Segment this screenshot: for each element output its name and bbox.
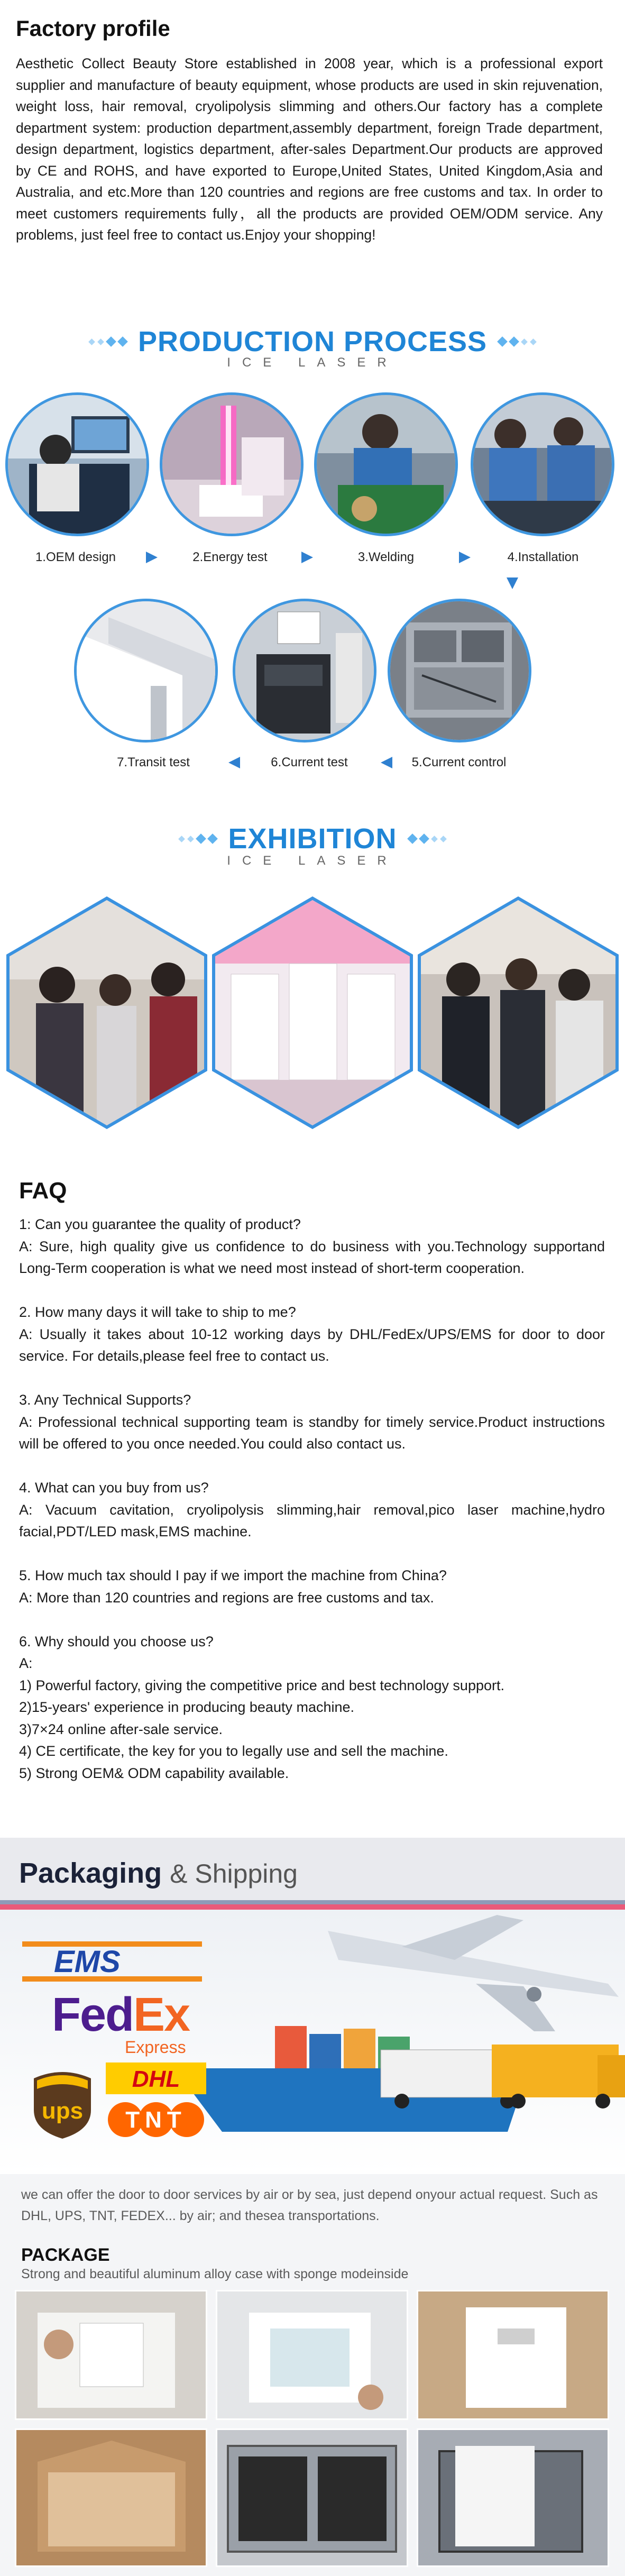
faq-question: 4. What can you buy from us? bbox=[19, 1480, 209, 1496]
step-photo-oem-design bbox=[5, 392, 149, 536]
diamond-ornament-icon bbox=[499, 338, 536, 345]
diamond-ornament-icon bbox=[89, 338, 126, 345]
step-label-6: 6.Current test bbox=[271, 755, 348, 769]
diamond-ornament-icon bbox=[179, 835, 216, 842]
step-label-4: 4.Installation bbox=[507, 550, 579, 564]
faq-question: 1: Can you guarantee the quality of product? bbox=[19, 1216, 301, 1232]
step-photo-current-test bbox=[233, 599, 376, 742]
exhibition-photo-1 bbox=[6, 896, 207, 1129]
step-photo-transit-test bbox=[74, 599, 218, 742]
step-photo-installation bbox=[471, 392, 614, 536]
factory-profile-text: Aesthetic Collect Beauty Store established in 2008 year, which is a professional export supplier and manufacture of beauty equipment, whose products are used in skin rejuvenation, weight loss, hair removal, cryolipolysis slimming and others.Our factory has a complete department system: production department,assembly department, foreign Trade department, design department, logistics department, after-sales Department.Our products are approved by CE and ROHS, and have exported to Europe,United States, United Kingdom,Asia and Australia, and etc.More than 120 countries and regions are free customs and tax. In order to meet customers requirements fully，all the products are provided OEM/ODM service. Any problems, just feel free to contact us.Enjoy your shopping! bbox=[16, 56, 603, 243]
dhl-logo-text: DHL bbox=[132, 2066, 180, 2092]
exhibition-photo-3 bbox=[418, 896, 619, 1129]
factory-profile-title: Factory profile bbox=[16, 16, 170, 41]
packaging-header bbox=[0, 1838, 625, 1900]
faq-section bbox=[0, 1166, 625, 1838]
production-title: PRODUCTION PROCESS bbox=[137, 326, 488, 357]
package-photo-6 bbox=[417, 2428, 609, 2567]
faq-item bbox=[19, 1477, 605, 1543]
faq-question: 6. Why should you choose us? bbox=[19, 1633, 214, 1649]
packaging-title bbox=[19, 1857, 298, 1890]
faq-item bbox=[19, 1631, 605, 1785]
package-photo-4 bbox=[15, 2428, 207, 2567]
production-title-row bbox=[0, 325, 625, 358]
ems-logo-icon bbox=[22, 1941, 202, 1982]
fedex-logo-sub: Express bbox=[125, 2038, 186, 2057]
ems-logo-text: EMS bbox=[54, 1945, 121, 1979]
package-photo-5 bbox=[216, 2428, 408, 2567]
packaging-title-bold: Packaging bbox=[19, 1857, 162, 1889]
step-label-7: 7.Transit test bbox=[117, 755, 190, 769]
faq-body bbox=[19, 1214, 605, 1807]
production-process-section bbox=[0, 296, 625, 799]
exhibition-title: EXHIBITION bbox=[228, 823, 397, 855]
arrow-right-icon bbox=[301, 552, 313, 563]
faq-question: 2. How many days it will take to ship to me? bbox=[19, 1304, 296, 1320]
faq-reason: 4) CE certificate, the key for you to legally use and sell the machine. bbox=[19, 1743, 448, 1759]
step-label-1: 1.OEM design bbox=[35, 550, 116, 564]
fedex-logo-ex: Ex bbox=[133, 1988, 190, 2041]
tnt-logo-icon bbox=[106, 2100, 206, 2139]
faq-item bbox=[19, 1389, 605, 1455]
packaging-shipping-section bbox=[0, 1838, 625, 2576]
package-title: PACKAGE bbox=[21, 2245, 110, 2265]
exhibition-photo-2 bbox=[212, 896, 413, 1129]
arrow-down-icon bbox=[507, 577, 518, 589]
faq-question: 5. How much tax should I pay if we import the machine from China? bbox=[19, 1567, 447, 1583]
fedex-logo-fed: Fed bbox=[52, 1988, 134, 2041]
faq-item bbox=[19, 1214, 605, 1280]
header-stripe-pink bbox=[0, 1904, 625, 1910]
step-photo-energy-test bbox=[160, 392, 304, 536]
package-photo-2 bbox=[216, 2290, 408, 2420]
faq-reason: 2)15-years' experience in producing beauty machine. bbox=[19, 1699, 355, 1715]
faq-reason: 3)7×24 online after-sale service. bbox=[19, 1721, 223, 1737]
exhibition-title-row bbox=[0, 822, 625, 855]
faq-answer: A: bbox=[19, 1655, 33, 1671]
faq-answer: A: Vacuum cavitation, cryolipolysis slimming,hair removal,pico laser machine,hydro facial,PDT/LED mask,EMS machine. bbox=[19, 1501, 605, 1539]
package-photo-1 bbox=[15, 2290, 207, 2420]
package-photo-3 bbox=[417, 2290, 609, 2420]
packaging-title-light: & Shipping bbox=[170, 1859, 298, 1889]
faq-answer: A: Professional technical supporting team is standby for timely service.Product instructions will be offered to you once needed.You could also contact us. bbox=[19, 1414, 605, 1452]
faq-answer: A: More than 120 countries and regions are free customs and tax. bbox=[19, 1589, 434, 1606]
exhibition-section bbox=[0, 799, 625, 1166]
tnt-logo-text: TNT bbox=[125, 2107, 187, 2133]
header-stripe bbox=[0, 1900, 625, 1904]
faq-reason: 1) Powerful factory, giving the competitive price and best technology support. bbox=[19, 1677, 504, 1693]
factory-profile-section bbox=[0, 0, 625, 296]
faq-answer: A: Sure, high quality give us confidence to do business with you.Technology supportand Long-Term cooperation is what we need most instead of short-term cooperation. bbox=[19, 1238, 605, 1276]
faq-question: 3. Any Technical Supports? bbox=[19, 1392, 191, 1408]
step-label-5: 5.Current control bbox=[411, 755, 507, 769]
ups-logo-text: ups bbox=[41, 2098, 84, 2124]
step-label-2: 2.Energy test bbox=[192, 550, 268, 564]
ups-logo-icon bbox=[32, 2068, 93, 2140]
exhibition-subtitle: ICE LASER bbox=[227, 854, 398, 868]
shipping-description: we can offer the door to door services by air or by sea, just depend onyour actual request. Such as DHL, UPS, TNT, FEDEX... by air; and thesea transportations. bbox=[21, 2187, 598, 2223]
package-description: Strong and beautiful aluminum alloy case with sponge modeinside bbox=[21, 2267, 409, 2281]
diamond-ornament-icon bbox=[409, 835, 446, 842]
step-label-3: 3.Welding bbox=[357, 550, 415, 564]
step-photo-welding bbox=[314, 392, 458, 536]
dhl-logo-icon bbox=[106, 2062, 206, 2094]
faq-item bbox=[19, 1301, 605, 1368]
step-photo-current-control bbox=[388, 599, 531, 742]
faq-title: FAQ bbox=[19, 1178, 67, 1204]
faq-item bbox=[19, 1565, 605, 1609]
faq-reason: 5) Strong OEM& ODM capability available. bbox=[19, 1765, 289, 1781]
production-subtitle: ICE LASER bbox=[227, 355, 398, 370]
fedex-logo-icon bbox=[52, 1988, 190, 2057]
faq-answer: A: Usually it takes about 10-12 working days by DHL/FedEx/UPS/EMS for door to door service. For details,please feel free to contact us. bbox=[19, 1326, 605, 1364]
